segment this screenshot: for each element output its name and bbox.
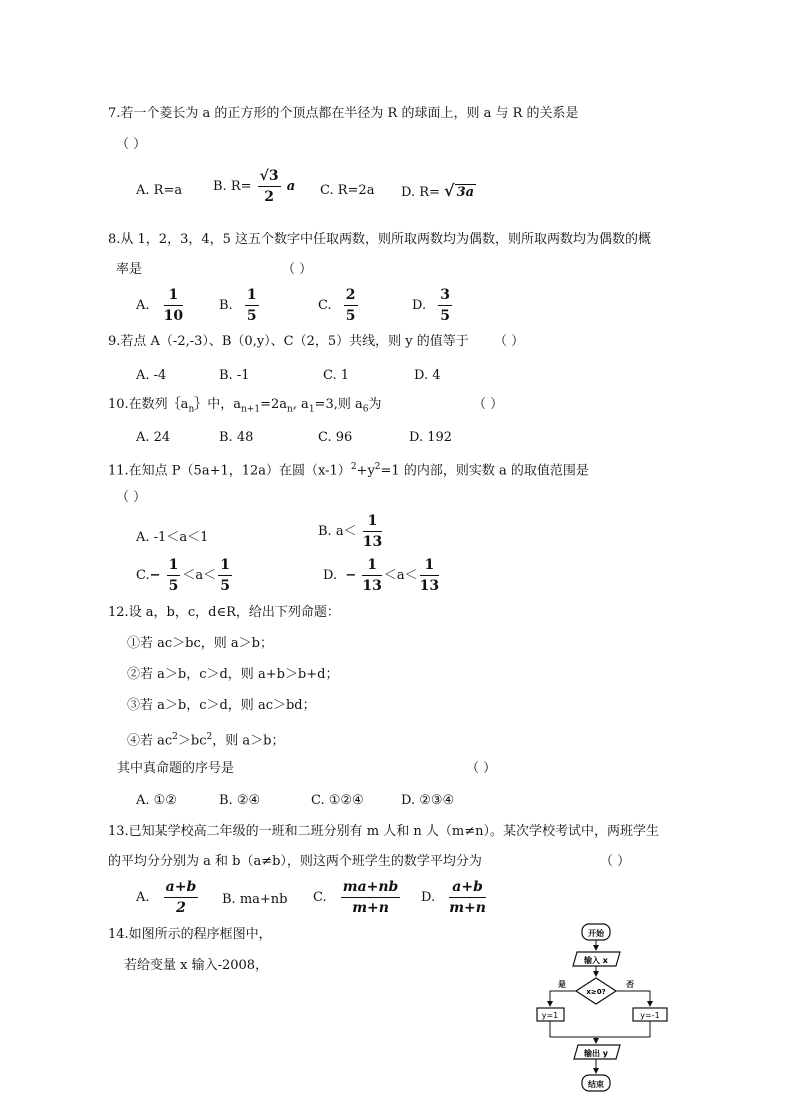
q13-paren: （ ） [600,854,631,869]
q10-option-b: B. 48 [219,430,254,445]
q13-option-a-label: A. [136,890,150,905]
q14-stem: 14.如图所示的程序框图中， [108,927,272,942]
q10-stem-f: 为 [368,397,382,412]
q7-option-d-radical: √ [444,181,455,200]
q13-option-a [136,879,200,916]
q11-option-c [136,557,234,594]
q7-option-b [213,168,295,205]
q9-option-d: D. 4 [414,368,441,383]
q8-option-b-label: B. [219,298,233,313]
q13-option-a-denominator: 2 [176,900,186,916]
flowchart-left-label: y=1 [541,1011,559,1020]
q11-stem [108,459,589,479]
q13-option-c-denominator: m+n [352,900,389,916]
flowchart-decision-label: x≥0? [586,988,606,996]
q7-option-d-label: D. R= [401,185,440,200]
q7-paren: （ ） [116,137,147,152]
q8-option-d-label: D. [412,298,427,313]
q11-option-b-fraction [363,513,382,550]
flowchart-right-label: y=-1 [640,1011,660,1020]
q8-option-d-numerator: 3 [438,287,452,306]
q11-stem-a: 11.在知点 P（5a+1，12a）在圆（x-1） [108,463,351,479]
flowchart-output-label: 输出 y [584,1049,608,1058]
q10-option-a: A. 24 [136,430,171,445]
q12-option-d: D. ②③④ [401,793,455,808]
q8-stem-line2: 率是 [116,262,143,277]
q12-option-c: C. ①②④ [311,793,364,808]
q7-option-a: A. R=a [136,183,183,198]
q13-option-c [313,879,402,916]
q7-option-c: C. R=2a [320,183,375,198]
q8-option-b-denominator: 5 [246,308,257,324]
q11-option-d-fraction-2 [420,557,439,594]
q11-option-d-numerator-1: 1 [362,557,381,576]
flowchart-yes-branch [550,991,576,1006]
flowchart-yes-label: 是 [558,980,566,989]
q13-option-d-fraction [449,879,486,916]
q13-option-a-numerator: a+b [164,879,199,898]
q11-option-c-fraction-1 [167,557,181,594]
q10-sub-n1: n [188,404,195,415]
q10-sub-1: 1 [308,404,315,415]
q11-option-b-label: B. a＜ [318,524,357,539]
q11-option-d-numerator-2: 1 [420,557,439,576]
q10-stem [108,397,381,418]
q11-option-a: A. -1＜a＜1 [136,530,209,545]
q12-p4-c: ，则 a＞b； [212,733,285,749]
q11-option-c-fraction-2 [218,557,232,594]
q12-proposition-1: ①若 ac＞bc，则 a＞b； [127,636,273,651]
q11-option-c-denominator-1: 5 [168,578,179,594]
q10-option-d: D. 192 [409,430,453,445]
q7-option-b-var: a [286,179,296,194]
q7-option-b-denominator: 2 [264,189,274,205]
q13-option-d-label: D. [421,890,436,905]
flowchart-input-label: 输入 x [584,956,608,965]
q13-stem-line2: 的平均分分别为 a 和 b（a≠b），则这两个班学生的数学平均分为 [108,854,482,869]
q11-option-b-denominator: 13 [362,534,383,550]
q10-sub-6: 6 [362,404,369,415]
q9-paren: （ ） [494,334,525,349]
q8-option-c-label: C. [318,298,332,313]
q11-option-c-label: C. [136,568,150,583]
q11-option-d-minus: − [345,568,357,583]
q11-option-c-denominator-2: 5 [220,578,230,594]
q13-option-d [421,879,488,916]
q11-paren: （ ） [116,490,147,505]
flowchart-merge-right [596,1021,650,1037]
flowchart-no-label: 否 [626,980,634,989]
q10-option-c: C. 96 [318,430,353,445]
q8-option-c-numerator: 2 [344,287,358,306]
q8-option-a [136,287,185,324]
q12-stem: 12.设 a，b，c，d∈R，给出下列命题： [108,605,340,620]
q13-stem: 13.已知某学校高二年级的一班和二班分别有 m 人和 n 人（m≠n）。某次学校考试中，两班学生 [108,824,659,839]
q13-option-c-fraction [341,879,401,916]
q12-option-a: A. ①② [136,793,177,808]
q14-stem-line2: 若给变量 x 输入-2008， [124,958,269,973]
q8-option-d-denominator: 5 [440,308,450,324]
q8-option-c-denominator: 5 [345,308,356,324]
flowchart [520,915,670,1100]
q9-option-a: A. -4 [136,368,167,383]
flowchart-no-branch [616,991,650,1006]
q12-p4-b: ＞bc [177,733,207,749]
q7-option-b-numerator: √3 [258,168,281,187]
q11-option-b [318,513,384,550]
q11-option-d-label: D. [323,568,338,583]
q8-paren: （ ） [282,262,313,277]
q12-p4-sup-1: 2 [172,732,178,742]
q8-option-b-numerator: 1 [245,287,259,306]
q11-option-d-mid: ＜a＜ [383,568,418,583]
q8-option-d [412,287,454,324]
q8-option-a-fraction [164,287,183,324]
q12-option-b: B. ②④ [219,793,261,808]
q12-paren: （ ） [466,761,497,776]
q12-proposition-2: ②若 a＞b，c＞d，则 a+b＞b+d； [127,667,339,682]
q10-sub-n3: n [287,404,293,415]
q13-option-a-fraction [164,879,199,916]
q10-sub-n2: n+1 [241,404,261,415]
flowchart-end-label: 结束 [588,1080,604,1089]
q11-option-c-numerator-1: 1 [167,557,181,576]
q7-option-b-fraction [258,168,281,205]
q13-option-d-numerator: a+b [449,879,486,898]
q11-option-d [323,557,441,594]
q11-sup-1: 2 [350,462,357,472]
q11-option-d-fraction-1 [362,557,381,594]
q11-option-c-mid: ＜a＜ [182,568,217,583]
q8-stem: 8.从 1，2，3，4，5 这五个数字中任取两数，则所取两数均为偶数，则所取两数均为偶数的概 [108,232,652,247]
q8-option-d-fraction [438,287,452,324]
q7-option-b-label: B. R= [213,179,252,194]
q10-stem-d: , a [292,397,309,412]
q7-option-d-radicand: 3a [456,185,475,200]
q12-ask: 其中真命题的序号是 [117,761,235,776]
flowchart-merge-left [550,1021,596,1037]
q8-option-a-denominator: 10 [163,308,184,324]
q11-stem-c: =1 的内部，则实数 a 的取值范围是 [380,463,589,479]
q9-stem: 9.若点 A（-2,-3）、B（0,y）、C（2，5）共线，则 y 的值等于 [108,334,469,349]
q8-option-b [219,287,261,324]
q10-stem-e: =3,则 a [314,397,363,412]
q13-option-d-denominator: m+n [449,900,486,916]
q10-paren: （ ） [473,397,504,412]
q12-p4-sup-2: 2 [206,732,213,742]
q11-option-d-denominator-2: 13 [419,578,440,594]
q13-option-c-label: C. [313,890,327,905]
q12-proposition-3: ③若 a＞b，c＞d，则 ac＞bd； [127,698,316,713]
q11-option-c-minus: − [149,568,161,583]
q11-stem-b: +y [356,463,375,479]
q10-stem-b: ｝中，a [194,397,241,412]
q8-option-a-numerator: 1 [164,287,183,306]
q7-stem: 7.若一个菱长为 a 的正方形的个顶点都在半径为 R 的球面上，则 a 与 R 的关系是 [108,106,579,121]
flowchart-start-label: 开始 [588,929,604,938]
q11-option-c-numerator-2: 1 [218,557,232,576]
q8-option-c-fraction [344,287,358,324]
q8-option-b-fraction [245,287,259,324]
q12-proposition-4 [127,729,284,749]
q8-option-c [318,287,360,324]
q12-p4-a: ④若 ac [127,733,173,749]
q9-option-c: C. 1 [323,368,350,383]
q11-sup-2: 2 [374,462,381,472]
q11-option-b-numerator: 1 [363,513,382,532]
q8-option-a-label: A. [136,298,150,313]
q13-option-b: B. ma+nb [222,892,288,907]
q10-stem-a: 10.在数列｛a [108,397,189,412]
q11-option-d-denominator-1: 13 [362,578,382,594]
q10-stem-c: =2a [260,397,287,412]
q7-option-d [401,181,476,200]
q13-option-c-numerator: ma+nb [341,879,401,898]
q9-option-b: B. -1 [219,368,250,383]
